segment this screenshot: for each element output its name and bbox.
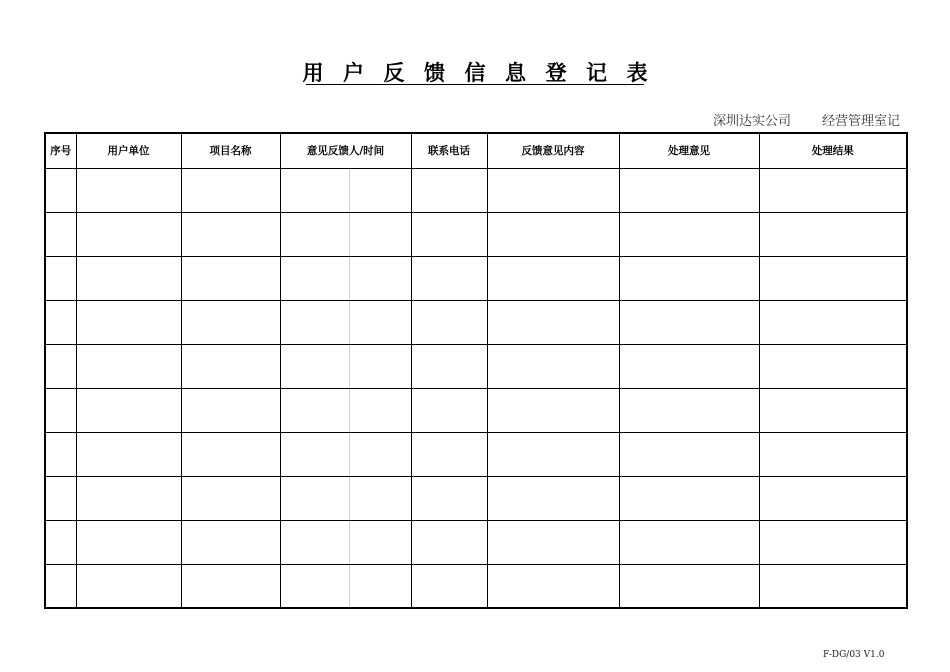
table-row [45,344,907,388]
title-underline [306,84,644,85]
cell-feedback-content[interactable] [487,388,619,432]
company-name: 深圳达实公司 [713,114,792,129]
cell-project-name[interactable] [181,168,280,212]
cell-handling-result[interactable] [759,432,907,476]
table-body [45,168,907,608]
cell-feedback-content[interactable] [487,168,619,212]
table-row [45,432,907,476]
cell-handling-result[interactable] [759,520,907,564]
cell-feedback-time[interactable] [349,256,411,300]
cell-handling-opinion[interactable] [619,300,759,344]
cell-seq[interactable] [45,388,76,432]
cell-handling-opinion[interactable] [619,520,759,564]
header-project-name: 项目名称 [181,133,280,168]
header-seq: 序号 [45,133,76,168]
cell-feedback-time[interactable] [349,564,411,608]
cell-feedback-person[interactable] [280,388,349,432]
cell-handling-opinion[interactable] [619,168,759,212]
cell-feedback-person[interactable] [280,212,349,256]
cell-feedback-time[interactable] [349,388,411,432]
cell-phone[interactable] [411,212,487,256]
cell-feedback-person[interactable] [280,520,349,564]
cell-handling-result[interactable] [759,300,907,344]
cell-handling-result[interactable] [759,388,907,432]
cell-seq[interactable] [45,212,76,256]
cell-feedback-time[interactable] [349,520,411,564]
cell-feedback-time[interactable] [349,344,411,388]
form-title-text: 用户反馈信息登记表 [302,61,667,85]
cell-seq[interactable] [45,476,76,520]
cell-feedback-content[interactable] [487,256,619,300]
cell-handling-opinion[interactable] [619,476,759,520]
cell-project-name[interactable] [181,476,280,520]
cell-feedback-person[interactable] [280,564,349,608]
cell-user-unit[interactable] [76,344,181,388]
cell-feedback-content[interactable] [487,520,619,564]
cell-feedback-person[interactable] [280,256,349,300]
header-phone: 联系电话 [411,133,487,168]
cell-user-unit[interactable] [76,256,181,300]
cell-handling-result[interactable] [759,564,907,608]
cell-handling-opinion[interactable] [619,564,759,608]
cell-phone[interactable] [411,256,487,300]
cell-feedback-content[interactable] [487,564,619,608]
header-feedback-person-time: 意见反馈人/时间 [280,133,411,168]
cell-user-unit[interactable] [76,432,181,476]
cell-user-unit[interactable] [76,564,181,608]
cell-phone[interactable] [411,476,487,520]
form-code: F-DG/03 V1.0 [823,650,885,660]
cell-feedback-time[interactable] [349,168,411,212]
header-handling-result: 处理结果 [759,133,907,168]
cell-feedback-content[interactable] [487,432,619,476]
table-row [45,212,907,256]
cell-seq[interactable] [45,344,76,388]
cell-seq[interactable] [45,520,76,564]
table-row [45,256,907,300]
cell-project-name[interactable] [181,256,280,300]
cell-handling-opinion[interactable] [619,212,759,256]
cell-user-unit[interactable] [76,212,181,256]
department-name: 经营管理室记 [822,114,901,129]
table-row [45,300,907,344]
cell-feedback-time[interactable] [349,300,411,344]
cell-feedback-content[interactable] [487,344,619,388]
cell-feedback-person[interactable] [280,344,349,388]
cell-project-name[interactable] [181,212,280,256]
cell-phone[interactable] [411,432,487,476]
cell-seq[interactable] [45,168,76,212]
cell-phone[interactable] [411,564,487,608]
header-row [45,133,907,168]
cell-handling-opinion[interactable] [619,432,759,476]
cell-phone[interactable] [411,300,487,344]
cell-feedback-time[interactable] [349,212,411,256]
cell-user-unit[interactable] [76,520,181,564]
cell-seq[interactable] [45,432,76,476]
cell-feedback-time[interactable] [349,476,411,520]
cell-user-unit[interactable] [76,168,181,212]
cell-seq[interactable] [45,256,76,300]
cell-user-unit[interactable] [76,388,181,432]
cell-phone[interactable] [411,520,487,564]
cell-feedback-content[interactable] [487,476,619,520]
cell-user-unit[interactable] [76,300,181,344]
cell-handling-result[interactable] [759,344,907,388]
table-row [45,388,907,432]
cell-phone[interactable] [411,388,487,432]
cell-handling-result[interactable] [759,168,907,212]
table-row [45,168,907,212]
cell-feedback-person[interactable] [280,432,349,476]
cell-handling-opinion[interactable] [619,388,759,432]
cell-project-name[interactable] [181,564,280,608]
cell-feedback-time[interactable] [349,432,411,476]
cell-feedback-content[interactable] [487,300,619,344]
header-handling-opinion: 处理意见 [619,133,759,168]
cell-seq[interactable] [45,564,76,608]
cell-feedback-person[interactable] [280,168,349,212]
cell-user-unit[interactable] [76,476,181,520]
cell-handling-opinion[interactable] [619,256,759,300]
table-row [45,520,907,564]
cell-handling-result[interactable] [759,212,907,256]
cell-project-name[interactable] [181,388,280,432]
cell-phone[interactable] [411,344,487,388]
table-row [45,476,907,520]
cell-feedback-person[interactable] [280,300,349,344]
cell-project-name[interactable] [181,300,280,344]
cell-project-name[interactable] [181,432,280,476]
cell-handling-result[interactable] [759,476,907,520]
cell-feedback-person[interactable] [280,476,349,520]
header-user-unit: 用户单位 [76,133,181,168]
cell-phone[interactable] [411,168,487,212]
table-row [45,564,907,608]
cell-project-name[interactable] [181,344,280,388]
cell-seq[interactable] [45,300,76,344]
cell-handling-result[interactable] [759,256,907,300]
header-feedback-content: 反馈意见内容 [487,133,619,168]
cell-feedback-content[interactable] [487,212,619,256]
feedback-register-table [44,132,908,609]
cell-handling-opinion[interactable] [619,344,759,388]
cell-project-name[interactable] [181,520,280,564]
